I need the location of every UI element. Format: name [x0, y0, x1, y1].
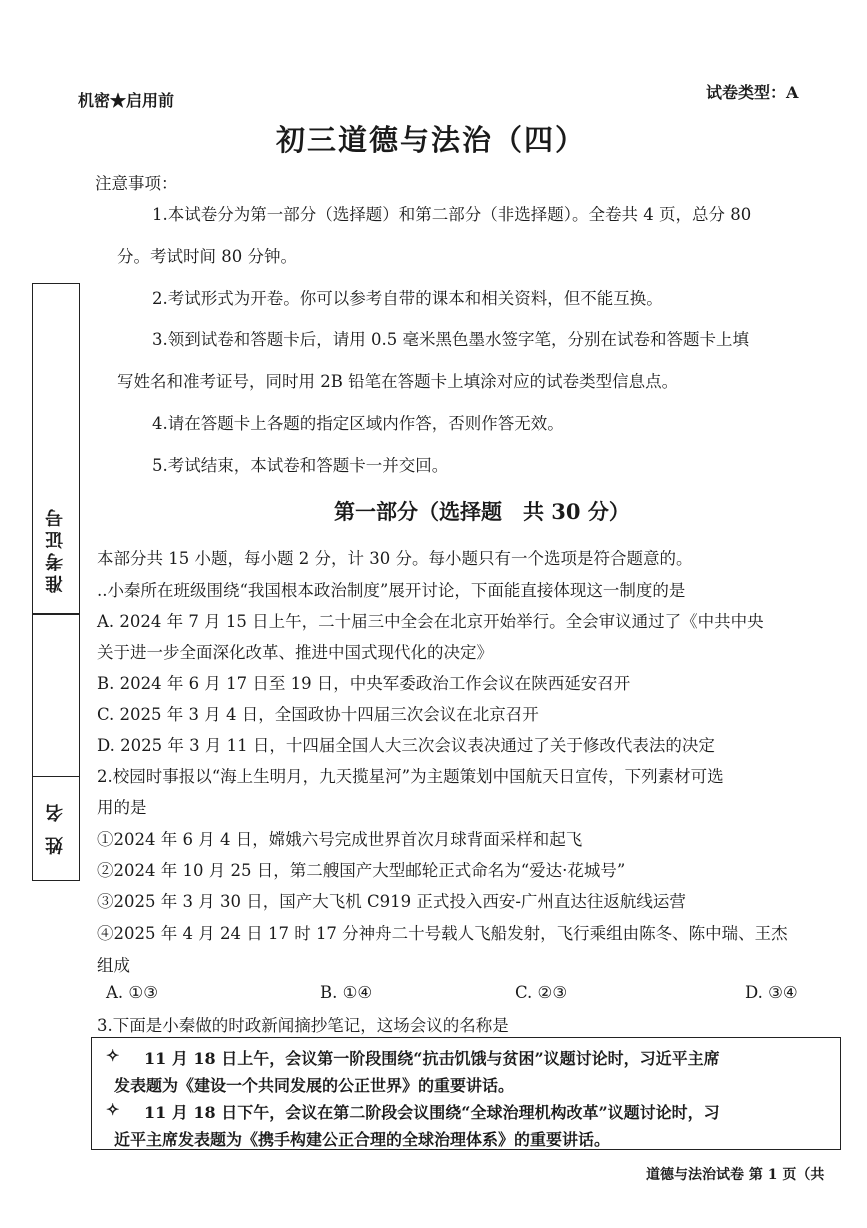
page-footer: 道德与法治试卷 第 1 页（共: [646, 1167, 825, 1183]
name-label: 姓 名: [45, 800, 66, 855]
q2-option-d: D. ③④: [745, 983, 798, 1002]
q1-option-a: A. 2024 年 7 月 15 日上午，二十届三中全会在北京开始举行。全会审议通过了《中共中央: [97, 612, 764, 631]
q1-option-a-cont: 关于进一步全面深化改革、推进中国式现代化的决定》: [97, 643, 493, 662]
q2-item-4-cont: 组成: [97, 956, 130, 975]
q3-note-1-cont: 发表题为《建设一个共同发展的公正世界》的重要讲话。: [114, 1076, 515, 1095]
q2-option-b: B. ①④: [320, 983, 373, 1002]
q2-option-c: C. ②③: [515, 983, 568, 1002]
q3-note-2: 11 月 18 日下午，会议在第二阶段会议围绕“全球治理机构改革”议题讨论时，习: [144, 1103, 720, 1122]
notice-line-2: 2.考试形式为开卷。你可以参考自带的课本和相关资料，但不能互换。: [152, 289, 663, 308]
part1-intro: 本部分共 15 小题，每小题 2 分，计 30 分。每小题只有一个选项是符合题意的。: [97, 549, 693, 568]
q2-stem: 2.校园时事报以“海上生明月，九天揽星河”为主题策划中国航天日宣传，下列素材可选: [97, 767, 724, 786]
q3-note-1: 11 月 18 日上午，会议第一阶段围绕“抗击饥饿与贫困”议题讨论时，习近平主席: [144, 1049, 720, 1068]
paper-type-label: 试卷类型：A: [706, 83, 799, 102]
q2-option-a: A. ①③: [106, 983, 158, 1002]
q2-stem-cont: 用的是: [97, 798, 147, 817]
q2-item-4: ④2025 年 4 月 24 日 17 时 17 分神舟二十号载人飞船发射，飞行乘组由陈冬、陈中瑞、王杰: [97, 924, 788, 943]
q3-note-2-cont: 近平主席发表题为《携手构建公正合理的全球治理体系》的重要讲话。: [114, 1130, 611, 1149]
q1-option-b: B. 2024 年 6 月 17 日至 19 日，中央军委政治工作会议在陕西延安召开: [97, 674, 631, 693]
part1-heading: 第一部分（选择题 共 30 分）: [334, 499, 630, 524]
notice-line-5: 5.考试结束，本试卷和答题卡一并交回。: [152, 456, 449, 475]
q3-stem: 3.下面是小秦做的时政新闻摘抄笔记，这场会议的名称是: [97, 1016, 509, 1035]
confidential-label: 机密★启用前: [78, 91, 175, 110]
q3-news-notes-box: [91, 1037, 841, 1150]
notice-line-3-cont: 写姓名和准考证号，同时用 2B 铅笔在答题卡上填涂对应的试卷类型信息点。: [117, 372, 679, 391]
q1-option-d: D. 2025 年 3 月 11 日，十四届全国人大三次会议表决通过了关于修改代表法的决定: [97, 736, 715, 755]
page-title: 初三道德与法治（四）: [276, 123, 587, 157]
q1-option-c: C. 2025 年 3 月 4 日，全国政协十四届三次会议在北京召开: [97, 705, 539, 724]
q2-item-2: ②2024 年 10 月 25 日，第二艘国产大型邮轮正式命名为“爱达·花城号”: [97, 861, 626, 880]
notice-line-1-cont: 分。考试时间 80 分钟。: [117, 247, 297, 266]
star-bullet-icon: ✧: [106, 1046, 120, 1065]
notice-line-3: 3.领到试卷和答题卡后，请用 0.5 毫米黑色墨水签字笔，分别在试卷和答题卡上填: [152, 330, 749, 349]
notice-heading: 注意事项：: [95, 174, 178, 193]
notice-line-4: 4.请在答题卡上各题的指定区域内作答，否则作答无效。: [152, 414, 564, 433]
star-bullet-icon: ✧: [106, 1100, 120, 1119]
name-box-divider: [32, 776, 80, 777]
notice-line-1: 1.本试卷分为第一部分（选择题）和第二部分（非选择题）。全卷共 4 页，总分 80: [152, 205, 752, 224]
q2-item-3: ③2025 年 3 月 30 日，国产大飞机 C919 正式投入西安-广州直达往返航线运营: [97, 892, 686, 911]
q1-stem: ..小秦所在班级围绕“我国根本政治制度”展开讨论，下面能直接体现这一制度的是: [97, 581, 686, 600]
exam-id-label: 准考证号: [45, 505, 66, 593]
q2-item-1: ①2024 年 6 月 4 日，嫦娥六号完成世界首次月球背面采样和起飞: [97, 830, 583, 849]
